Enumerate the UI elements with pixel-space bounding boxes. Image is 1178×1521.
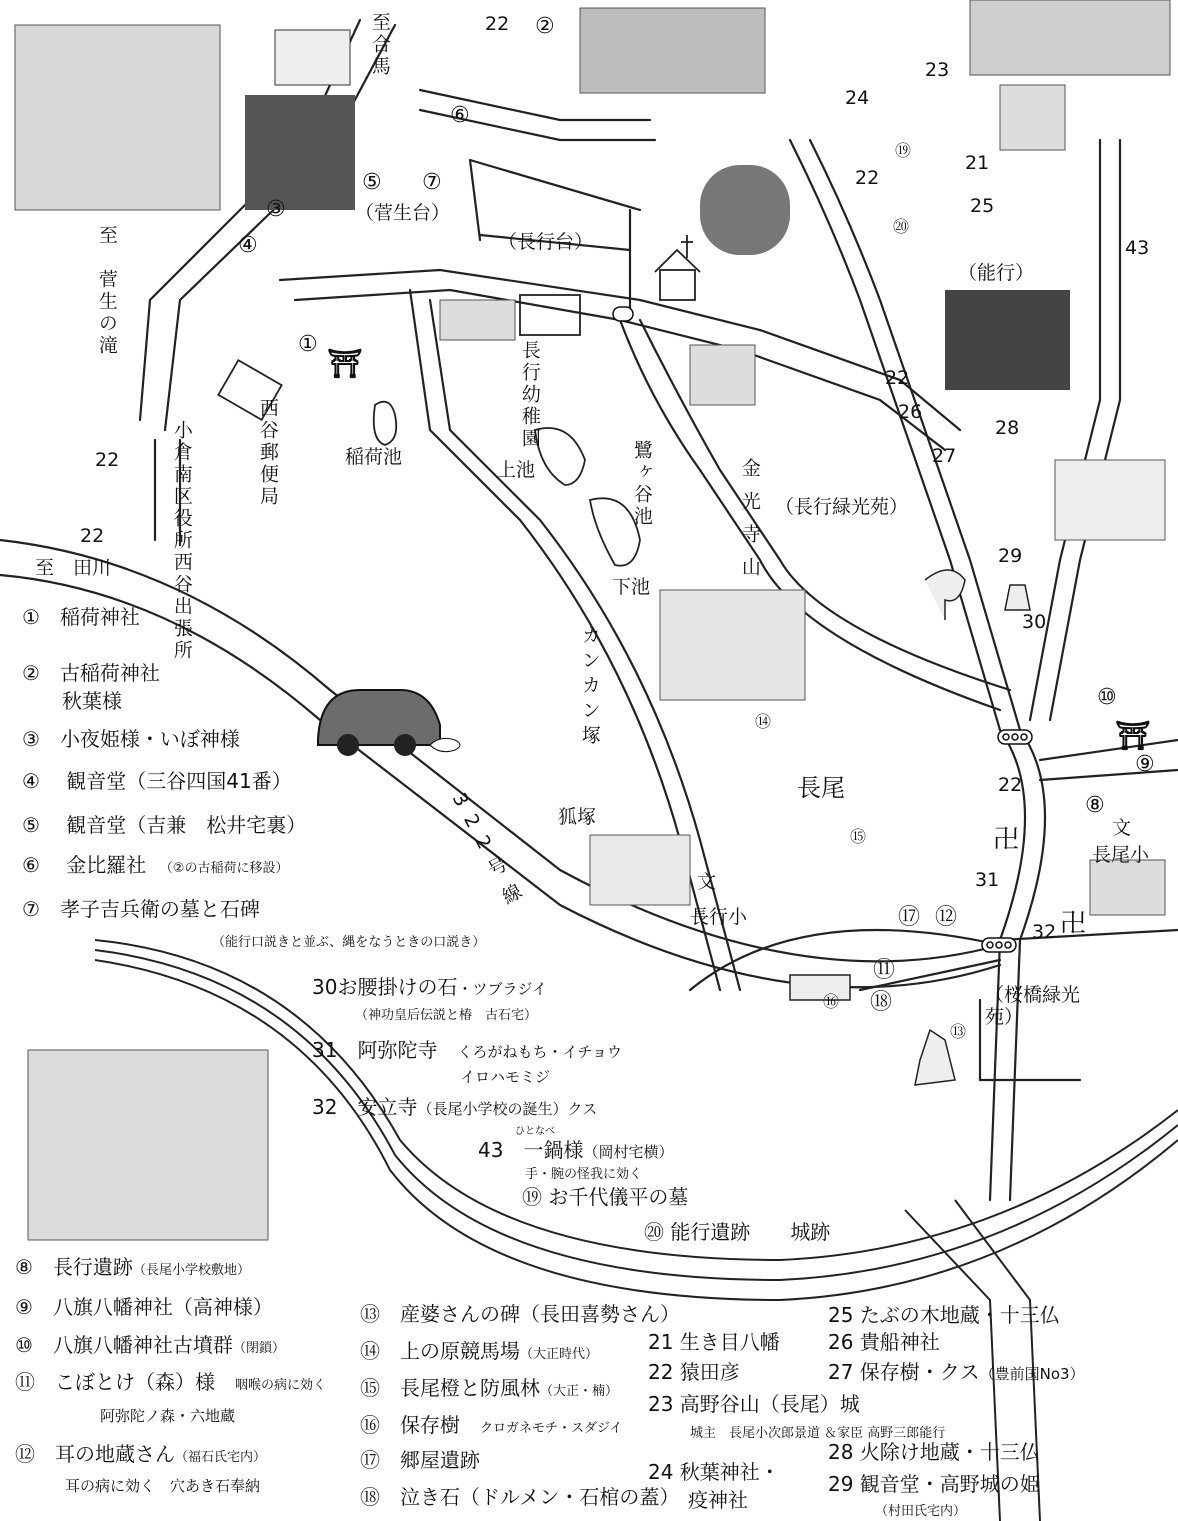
temple-icon: 卍 — [993, 825, 1020, 855]
place-noko: （能行） — [958, 262, 1035, 284]
route-number: 30 — [1022, 611, 1047, 633]
place-sugodai: （菅生台） — [355, 202, 451, 224]
legend-item-15: ⑮ 長尾橙と防風林（大正・楠） — [360, 1376, 619, 1400]
legend-item-26: 26 貴船神社 — [828, 1330, 940, 1354]
route-number: 32 — [1032, 921, 1057, 943]
shrine-icon: ⛩ — [327, 347, 363, 380]
place-nagayuki-elem: 長行小 — [690, 906, 748, 928]
legend-item-28: 28 火除け地蔵・十三仏 — [828, 1440, 1040, 1464]
legend-item-12-sub: 耳の病に効く 穴あき石奉納 — [65, 1477, 261, 1495]
legend-item-31: 31 阿弥陀寺 くろがねもち・イチョウ — [312, 1038, 623, 1062]
direction-tagawa: 至 田川 — [35, 557, 112, 579]
legend-item-12: ⑫ 耳の地蔵さん（福石氏宅内） — [15, 1442, 267, 1466]
legend-item-30: 30お腰掛けの石・ツブラジイ — [312, 975, 547, 999]
marker-6: ⑥ — [450, 103, 470, 128]
legend-item-3: ③ 小夜姫様・いぼ神様 — [22, 727, 240, 751]
route-number: 23 — [925, 59, 950, 81]
legend-item-29: 29 観音堂・高野城の姫 — [828, 1472, 1040, 1496]
route-number: 43 — [1125, 237, 1150, 259]
marker-15: ⑮ — [850, 827, 867, 846]
marker-14: ⑭ — [755, 712, 772, 731]
legend-item-4: ④ 観音堂（三谷四国41番） — [22, 769, 292, 793]
place-saginoya-pond: 鷺ヶ谷池 — [630, 440, 653, 528]
legend-item-43-sub: 手・腕の怪我に効く — [525, 1167, 643, 1182]
legend-item-43: 43 一鍋様（岡村宅横） — [478, 1138, 674, 1162]
marker-12: ⑫ — [935, 905, 958, 930]
temple-icon: 卍 — [1060, 909, 1087, 939]
marker-4: ④ — [238, 233, 258, 258]
legend-item-13: ⑬ 産婆さんの碑（長田喜勢さん） — [360, 1302, 680, 1326]
school-icon: 文 — [1112, 817, 1132, 839]
marker-13: ⑬ — [950, 1022, 967, 1041]
place-konkoji-yama: 金光寺山 — [738, 458, 761, 590]
direction-aima: 至合馬 — [368, 12, 391, 78]
route-number: 21 — [965, 152, 990, 174]
place-sakurabashi: （桜橋緑光苑） — [985, 984, 1081, 1028]
place-kindergarten: 長行幼稚園 — [518, 340, 541, 450]
legend-item-11: ⑪ こぼとけ（森）様 咽喉の病に効く — [15, 1370, 327, 1394]
legend-item-24-sub: 疫神社 — [688, 1488, 748, 1512]
marker-10: ⑩ — [1097, 685, 1117, 710]
shrine-icon: ⛩ — [1115, 719, 1151, 752]
legend-item-23-sub: 城主 長尾小次郎景道 ＆家臣 高野三郎能行 — [690, 1426, 946, 1441]
legend-item-2: ② 古稲荷神社 — [22, 661, 160, 685]
legend-item-8: ⑧ 長行遺跡（長尾小学校敷地） — [15, 1255, 250, 1279]
route-number: 22 — [885, 367, 910, 389]
legend-item-11-sub: 阿弥陀ノ森・六地蔵 — [100, 1407, 236, 1425]
route-number: 22 — [485, 13, 510, 35]
marker-7: ⑦ — [422, 170, 442, 195]
route-number: 29 — [998, 545, 1023, 567]
marker-8: ⑧ — [1085, 793, 1105, 818]
route-number: 25 — [970, 195, 995, 217]
marker-16: ⑯ — [823, 992, 840, 1011]
place-kami-ike: 上池 — [497, 459, 536, 481]
place-kankan-zuka: カンカン塚 — [578, 625, 601, 750]
legend-item-18: ⑱ 泣き石（ドルメン・石棺の蓋） — [360, 1485, 680, 1509]
legend-item-23: 23 高野谷山（長尾）城 — [648, 1392, 860, 1416]
route-number: 22 — [80, 525, 105, 547]
direction-sugo-falls: 至 菅生の滝 — [95, 225, 118, 357]
legend-item-7: ⑦ 孝子吉兵衛の墓と石碑 — [22, 897, 260, 921]
marker-17: ⑰ — [898, 905, 921, 930]
legend-item-2-sub: 秋葉様 — [62, 689, 122, 713]
route-322-label: 322号線 — [447, 789, 531, 919]
legend-item-25: 25 たぶの木地蔵・十三仏 — [828, 1303, 1060, 1327]
marker-9: ⑨ — [1135, 752, 1155, 777]
marker-11: ⑪ — [873, 958, 896, 983]
place-nishitani-post: 西谷郵便局 — [256, 398, 279, 508]
legend-item-24: 24 秋葉神社・ — [648, 1460, 780, 1484]
legend-item-10: ⑩ 八旗八幡神社古墳群（閉鎖） — [15, 1333, 285, 1357]
place-nagao-elem: 長尾小 — [1092, 844, 1150, 866]
place-kitsune-zuka: 狐塚 — [558, 806, 597, 828]
legend-item-1: ① 稲荷神社 — [22, 605, 140, 629]
hitonabe-ruby: ひとなべ — [515, 1126, 555, 1137]
legend-item-14: ⑭ 上の原競馬場（大正時代） — [360, 1339, 599, 1363]
kami-pond — [535, 428, 585, 485]
marker-3: ③ — [266, 197, 286, 222]
legend-item-32: 32 安立寺（長尾小学校の誕生）クス — [312, 1095, 598, 1119]
legend-item-16: ⑯ 保存樹 クロガネモチ・スダジイ — [360, 1413, 623, 1437]
school-icon: 文 — [697, 871, 717, 893]
place-ryokoen: （長行緑光苑） — [775, 496, 909, 518]
legend-item-29-sub: （村田氏宅内） — [875, 1504, 967, 1519]
marker-20: ⑳ — [893, 217, 910, 236]
marker-2: ② — [535, 14, 555, 39]
legend-item-20: ⑳ 能行遺跡 城跡 — [644, 1220, 831, 1244]
legend-item-19: ⑲ お千代儀平の墓 — [522, 1185, 689, 1209]
car-icon — [318, 690, 460, 756]
legend-item-21: 21 生き目八幡 — [648, 1330, 780, 1354]
route-number: 26 — [898, 401, 923, 423]
place-nagao: 長尾 — [797, 774, 845, 802]
route-number: 22 — [95, 449, 120, 471]
legend-item-17: ⑰ 郷屋遺跡 — [360, 1448, 480, 1472]
legend-item-31-sub: イロハモミジ — [460, 1068, 551, 1086]
route-number: 27 — [932, 445, 957, 467]
route-number: 22 — [855, 167, 880, 189]
legend-item-6: ⑥ 金比羅社 （②の古稲荷に移設） — [22, 853, 289, 877]
marker-18: ⑱ — [870, 990, 893, 1015]
place-inari-pond: 稲荷池 — [345, 446, 403, 468]
marker-5: ⑤ — [362, 170, 382, 195]
legend-item-7-sub: （能行口説きと並ぶ、縄をなうときの口説き） — [212, 935, 486, 950]
marker-19: ⑲ — [895, 141, 912, 160]
route-number: 22 — [998, 774, 1023, 796]
place-shimo-ike: 下池 — [612, 576, 651, 598]
marker-1: ① — [298, 332, 318, 357]
legend-item-27: 27 保存樹・クス（豊前国No3） — [828, 1360, 1085, 1384]
inari-pond — [374, 402, 397, 445]
legend-item-22: 22 猿田彦 — [648, 1360, 740, 1384]
church-icon — [655, 235, 700, 300]
place-nagayukidai: （長行台） — [498, 231, 594, 253]
route-number: 28 — [995, 417, 1020, 439]
legend-item-30-sub: （神功皇后伝説と椿 古石宅） — [355, 1008, 538, 1023]
legend-item-9: ⑨ 八旗八幡神社（高神様） — [15, 1295, 273, 1319]
legend-item-5: ⑤ 観音堂（吉兼 松井宅裏） — [22, 813, 307, 837]
route-number: 24 — [845, 87, 870, 109]
place-kokura-office: 小倉南区役所西谷出張所 — [170, 420, 193, 662]
route-number: 31 — [975, 869, 1000, 891]
